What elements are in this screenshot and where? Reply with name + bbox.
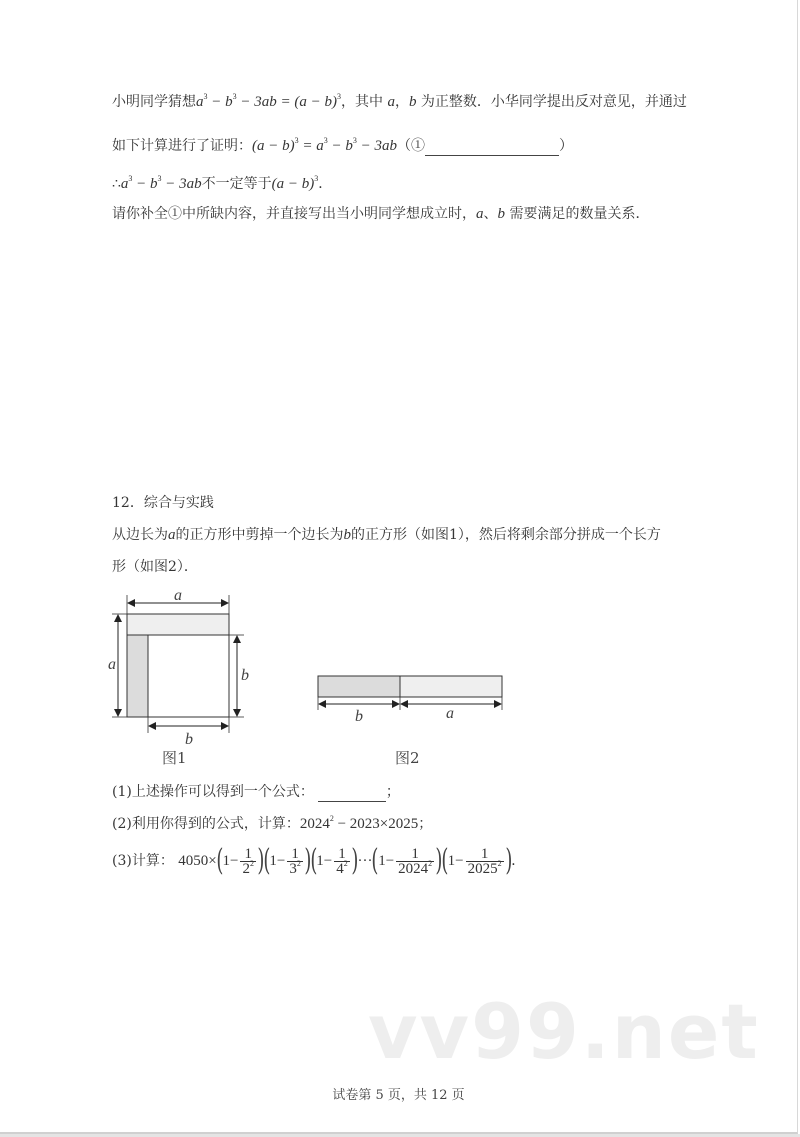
text: 请你补全①中所缺内容，并直接写出当小明同学想成立时， <box>112 206 476 222</box>
label-top-a: a <box>174 587 182 604</box>
label-a: a <box>446 705 454 722</box>
page-footer: 试卷第 5 页，共 12 页 <box>332 1088 465 1103</box>
text: ； <box>385 784 400 800</box>
var-b: b <box>343 527 351 543</box>
text: 如下计算进行了证明： <box>112 138 252 154</box>
text: （ <box>397 138 411 154</box>
text: ，其中 <box>340 94 388 110</box>
therefore-symbol: ∴ <box>112 176 121 192</box>
text: 小明同学猜想 <box>112 94 196 110</box>
problem11-line2 <box>112 136 573 156</box>
text: ， <box>394 94 409 110</box>
rect-part-a <box>400 676 502 697</box>
question-1 <box>112 782 400 802</box>
problem11-line4 <box>112 204 649 224</box>
light-strip <box>127 614 229 635</box>
fraction: $\frac{1}{2^2}$ <box>242 845 254 877</box>
rect-part-b <box>318 676 400 697</box>
var-b: b <box>497 206 505 222</box>
text: 不一定等于 <box>201 176 272 192</box>
problem12-intro-line1 <box>112 525 661 545</box>
figure1-caption: 图1 <box>162 749 187 767</box>
problem11-line1 <box>112 92 687 112</box>
answer-blank-formula[interactable] <box>318 785 386 802</box>
text: 、 <box>483 206 498 222</box>
var-a: a <box>476 206 484 222</box>
figure2-caption: 图2 <box>395 749 420 767</box>
text: ． <box>511 853 526 869</box>
question-2 <box>112 814 432 834</box>
label-left-a: a <box>108 656 116 673</box>
label-b: b <box>355 708 363 724</box>
formula-proof: $(a - b)^3 = a^3 - b^3 - 3ab$ <box>252 136 397 154</box>
text: 的正方形中剪掉一个边长为 <box>175 527 344 543</box>
ellipsis: ··· <box>357 853 373 869</box>
problem12-title: 12．综合与实践 <box>112 495 214 511</box>
fraction: $\frac{1}{3^2}$ <box>289 845 301 877</box>
text: ． <box>318 176 333 192</box>
text: 的正方形（如图1），然后将剩余部分拼成一个长方 <box>351 527 661 543</box>
text: 需要满足的数量关系． <box>505 206 650 222</box>
problem12-intro-line2: 形（如图2）． <box>112 559 198 575</box>
var-b: b <box>408 94 417 110</box>
problem11-line3 <box>112 174 332 194</box>
expression: $2024^2 - 2023\times 2025$ <box>299 814 419 832</box>
text: 从边长为 <box>112 527 168 543</box>
coefficient: 4050× <box>178 853 217 869</box>
text: (2)利用你得到的公式，计算： <box>112 816 300 832</box>
watermark: vv99.net <box>368 987 760 1076</box>
fraction: $\frac{1}{4^2}$ <box>336 845 348 877</box>
fraction: $\frac{1}{2024^2}$ <box>398 845 433 877</box>
formula: $(a - b)^3$ <box>271 174 319 192</box>
label-right-b: b <box>241 667 249 684</box>
circle-mark-1: ① <box>411 138 425 154</box>
text: 为正整数．小华同学提出反对意见，并通过 <box>416 94 687 110</box>
figure2-diagram <box>310 668 510 724</box>
dark-strip <box>127 635 148 717</box>
text: (1)上述操作可以得到一个公式： <box>112 784 314 800</box>
text: ； <box>418 816 433 832</box>
formula-conjecture: $a^3 - b^3 - 3ab = (a - b)^3$ <box>196 92 341 110</box>
text: ） <box>559 138 573 154</box>
var-a: a <box>387 94 395 110</box>
figure1-diagram <box>100 585 260 745</box>
text: (3)计算： <box>112 853 174 869</box>
var-a: a <box>168 527 176 543</box>
fraction: $\frac{1}{2025^2}$ <box>467 845 502 877</box>
answer-blank-1[interactable] <box>425 139 559 156</box>
question-3: (3)计算： 4050×(1− $\frac{1}{2^2}$ )(1− $\frac{1}{3^2}$ )(1− $\frac{1}{4^2}$ )···(1− $\frac{1}{2024^2}$ )(1− $\frac{1}{2025^2}$ )． <box>112 843 526 878</box>
formula: $a^3 - b^3 - 3ab$ <box>120 174 202 192</box>
inner-square-b <box>148 635 229 717</box>
label-bottom-b: b <box>185 731 193 745</box>
